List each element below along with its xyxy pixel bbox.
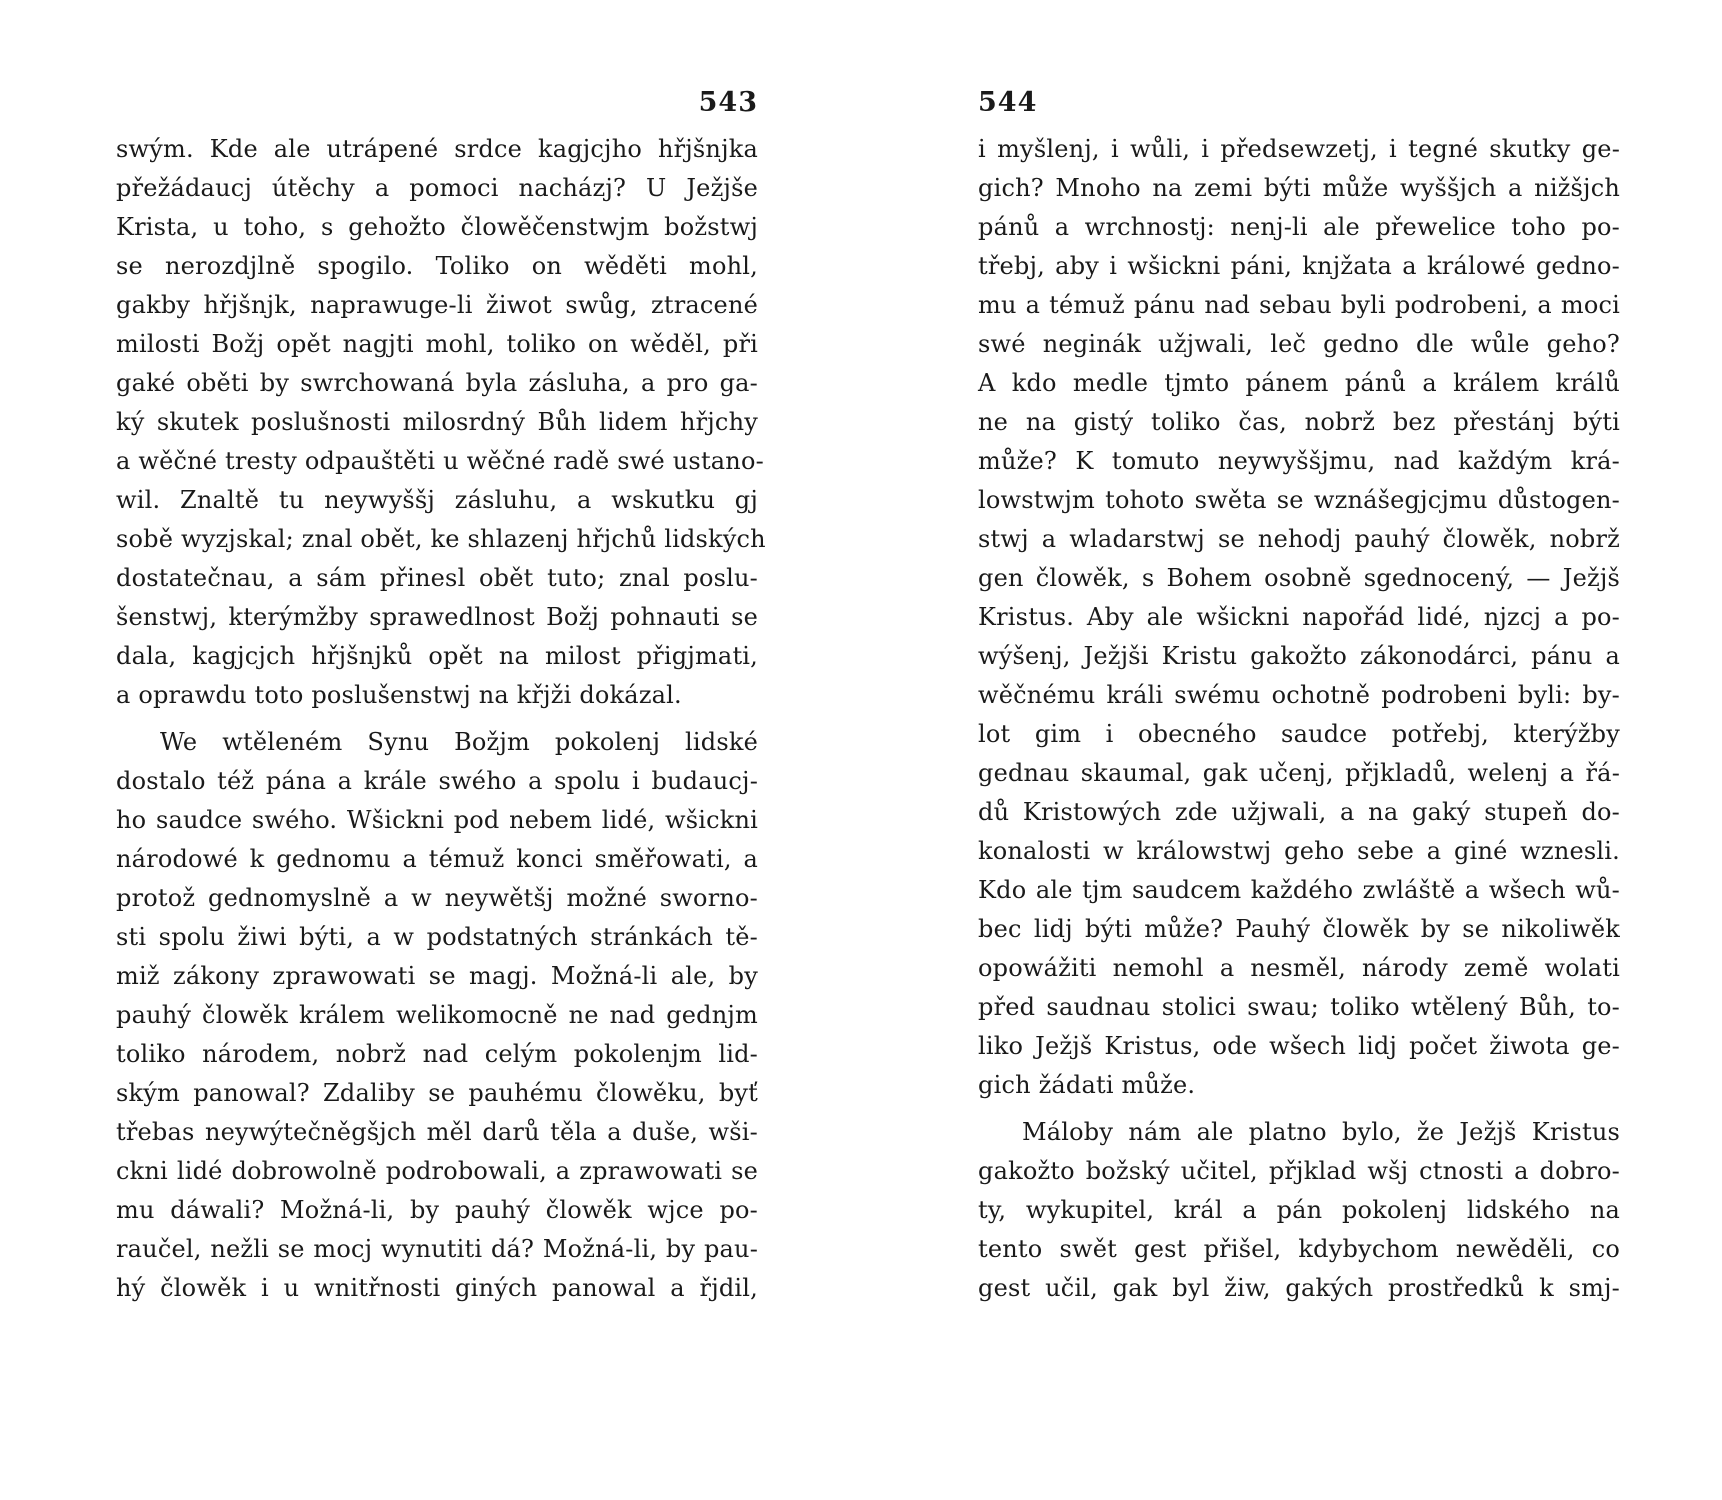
text-line: tento swět gest přišel, kdybychom newěděli, co: [978, 1235, 1620, 1263]
text-line: ckni lidé dobrowolně podrobowali, a zprawowati se: [116, 1157, 758, 1185]
text-line: raučel, nežli se mocj wynutiti dá? Možná-li, by pau-: [116, 1235, 758, 1263]
text-line: mu a témuž pánu nad sebau byli podrobeni, a moci: [978, 291, 1620, 319]
text-line: lowstwjm tohoto swěta se wznášegjcjmu důstogen-: [978, 486, 1620, 514]
text-line: gich žádati může.: [978, 1071, 1196, 1099]
text-line: swé neginák užjwali, leč gedno dle wůle geho?: [978, 330, 1620, 358]
page-number-left: 543: [698, 87, 758, 118]
text-line: Krista, u toho, s gehožto člowěčenstwjm božstwj: [116, 213, 758, 241]
text-line: protož gednomyslně a w neywětšj možné sworno-: [116, 884, 758, 912]
text-line: ho saudce swého. Wšickni pod nebem lidé, wšickni: [116, 806, 758, 834]
text-line: šenstwj, kterýmžby sprawedlnost Božj pohnauti se: [116, 603, 758, 631]
text-line: miž zákony zprawowati se magj. Možná-li ale, by: [116, 962, 758, 990]
text-line: před saudnau stolici swau; toliko wtělený Bůh, to-: [978, 993, 1620, 1021]
text-line: přežádaucj útěchy a pomoci nacházj? U Ježjše: [116, 174, 758, 202]
paragraph-gap: [116, 715, 758, 723]
text-line: bec lidj býti může? Pauhý člowěk by se nikoliwěk: [978, 915, 1620, 943]
text-line: swým. Kde ale utrápené srdce kagjcjho hřjšnjka: [116, 135, 758, 163]
text-line: liko Ježjš Kristus, ode wšech lidj počet žiwota ge-: [978, 1032, 1620, 1060]
text-line: gaké oběti by swrchowaná byla zásluha, a pro ga-: [116, 369, 758, 397]
text-line: gednau skaumal, gak učenj, přjkladů, welenj a řá-: [978, 759, 1620, 787]
text-line: ty, wykupitel, král a pán pokolenj lidského na: [978, 1196, 1620, 1224]
left-page-text: [116, 130, 766, 1308]
text-line: milosti Božj opět nagjti mohl, toliko on wěděl, při: [116, 330, 758, 358]
paragraph-gap: [978, 1105, 1620, 1113]
text-line: pánů a wrchnostj: nenj-li ale přewelice toho po-: [978, 213, 1620, 241]
text-line: ne na gistý toliko čas, nobrž bez přestánj býti: [978, 408, 1620, 436]
text-line: se nerozdjlně spogilo. Toliko on wěděti mohl,: [116, 252, 758, 280]
text-line: sobě wyzjskal; znal obět, ke shlazenj hřjchů lidských: [116, 525, 766, 553]
text-line: ským panowal? Zdaliby se pauhému člowěku, byť: [116, 1079, 758, 1107]
text-line: dala, kagjcjch hřjšnjků opět na milost přigjmati,: [116, 642, 758, 670]
text-line: ký skutek poslušnosti milosrdný Bůh lidem hřjchy: [116, 408, 758, 436]
text-line: gich? Mnoho na zemi býti může wyššjch a nižšjch: [978, 174, 1620, 202]
text-line: Máloby nám ale platno bylo, že Ježjš Kristus: [1022, 1118, 1620, 1146]
text-line: wil. Znaltě tu neywyššj zásluhu, a wskutku gj: [116, 486, 758, 514]
text-line: třebj, aby i wšickni páni, knjžata a králowé gedno-: [978, 252, 1620, 280]
text-line: Kristus. Aby ale wšickni napořád lidé, njzcj a po-: [978, 603, 1620, 631]
text-line: a oprawdu toto poslušenstwj na křjži dokázal.: [116, 681, 682, 709]
text-line: gakby hřjšnjk, naprawuge-li žiwot swůg, ztracené: [116, 291, 758, 319]
text-line: sti spolu žiwi býti, a w podstatných stránkách tě-: [116, 923, 758, 951]
text-line: i myšlenj, i wůli, i předsewzetj, i tegné skutky ge-: [978, 135, 1620, 163]
text-line: národowé k gednomu a témuž konci směřowati, a: [116, 845, 758, 873]
text-line: hý člowěk i u wnitřnosti giných panowal a řjdil,: [116, 1274, 758, 1302]
page-number-right: 544: [978, 87, 1038, 118]
right-page-text: [978, 130, 1620, 1308]
text-line: konalosti w králowstwj geho sebe a giné wznesli.: [978, 837, 1620, 865]
text-line: dostalo též pána a krále swého a spolu i budaucj-: [116, 767, 758, 795]
text-line: gakožto božský učitel, přjklad wšj ctnosti a dobro-: [978, 1157, 1620, 1185]
text-line: gest učil, gak byl žiw, gakých prostředků k smj-: [978, 1274, 1620, 1302]
text-line: opowážiti nemohl a nesměl, národy země wolati: [978, 954, 1620, 982]
text-line: We wtěleném Synu Božjm pokolenj lidské: [160, 728, 758, 756]
text-line: třebas neywýtečněgšjch měl darů těla a duše, wši-: [116, 1118, 758, 1146]
text-line: dů Kristowých zde užjwali, a na gaký stupeň do-: [978, 798, 1620, 826]
text-line: pauhý člowěk králem welikomocně ne nad gednjm: [116, 1001, 758, 1029]
text-line: dostatečnau, a sám přinesl obět tuto; znal poslu-: [116, 564, 758, 592]
left-page: [116, 86, 766, 1308]
right-page: [978, 86, 1620, 1308]
text-line: stwj a wladarstwj se nehodj pauhý člowěk, nobrž: [978, 525, 1620, 553]
text-line: toliko národem, nobrž nad celým pokolenjm lid-: [116, 1040, 758, 1068]
text-line: a wěčné tresty odpauštěti u wěčné radě swé ustano-: [116, 447, 764, 475]
text-line: může? K tomuto neywyššjmu, nad každým krá-: [978, 447, 1620, 475]
text-line: wýšenj, Ježjši Kristu gakožto zákonodárci, pánu a: [978, 642, 1620, 670]
text-line: gen člowěk, s Bohem osobně sgednocený, — Ježjš: [978, 564, 1620, 592]
text-line: wěčnému králi swému ochotně podrobeni byli: by-: [978, 681, 1620, 709]
text-line: mu dáwali? Možná-li, by pauhý člowěk wjce po-: [116, 1196, 758, 1224]
text-line: A kdo medle tjmto pánem pánů a králem králů: [978, 369, 1620, 397]
text-line: lot gim i obecného saudce potřebj, kterýžby: [978, 720, 1620, 748]
text-line: Kdo ale tjm saudcem každého zwláště a wšech wů-: [978, 876, 1620, 904]
